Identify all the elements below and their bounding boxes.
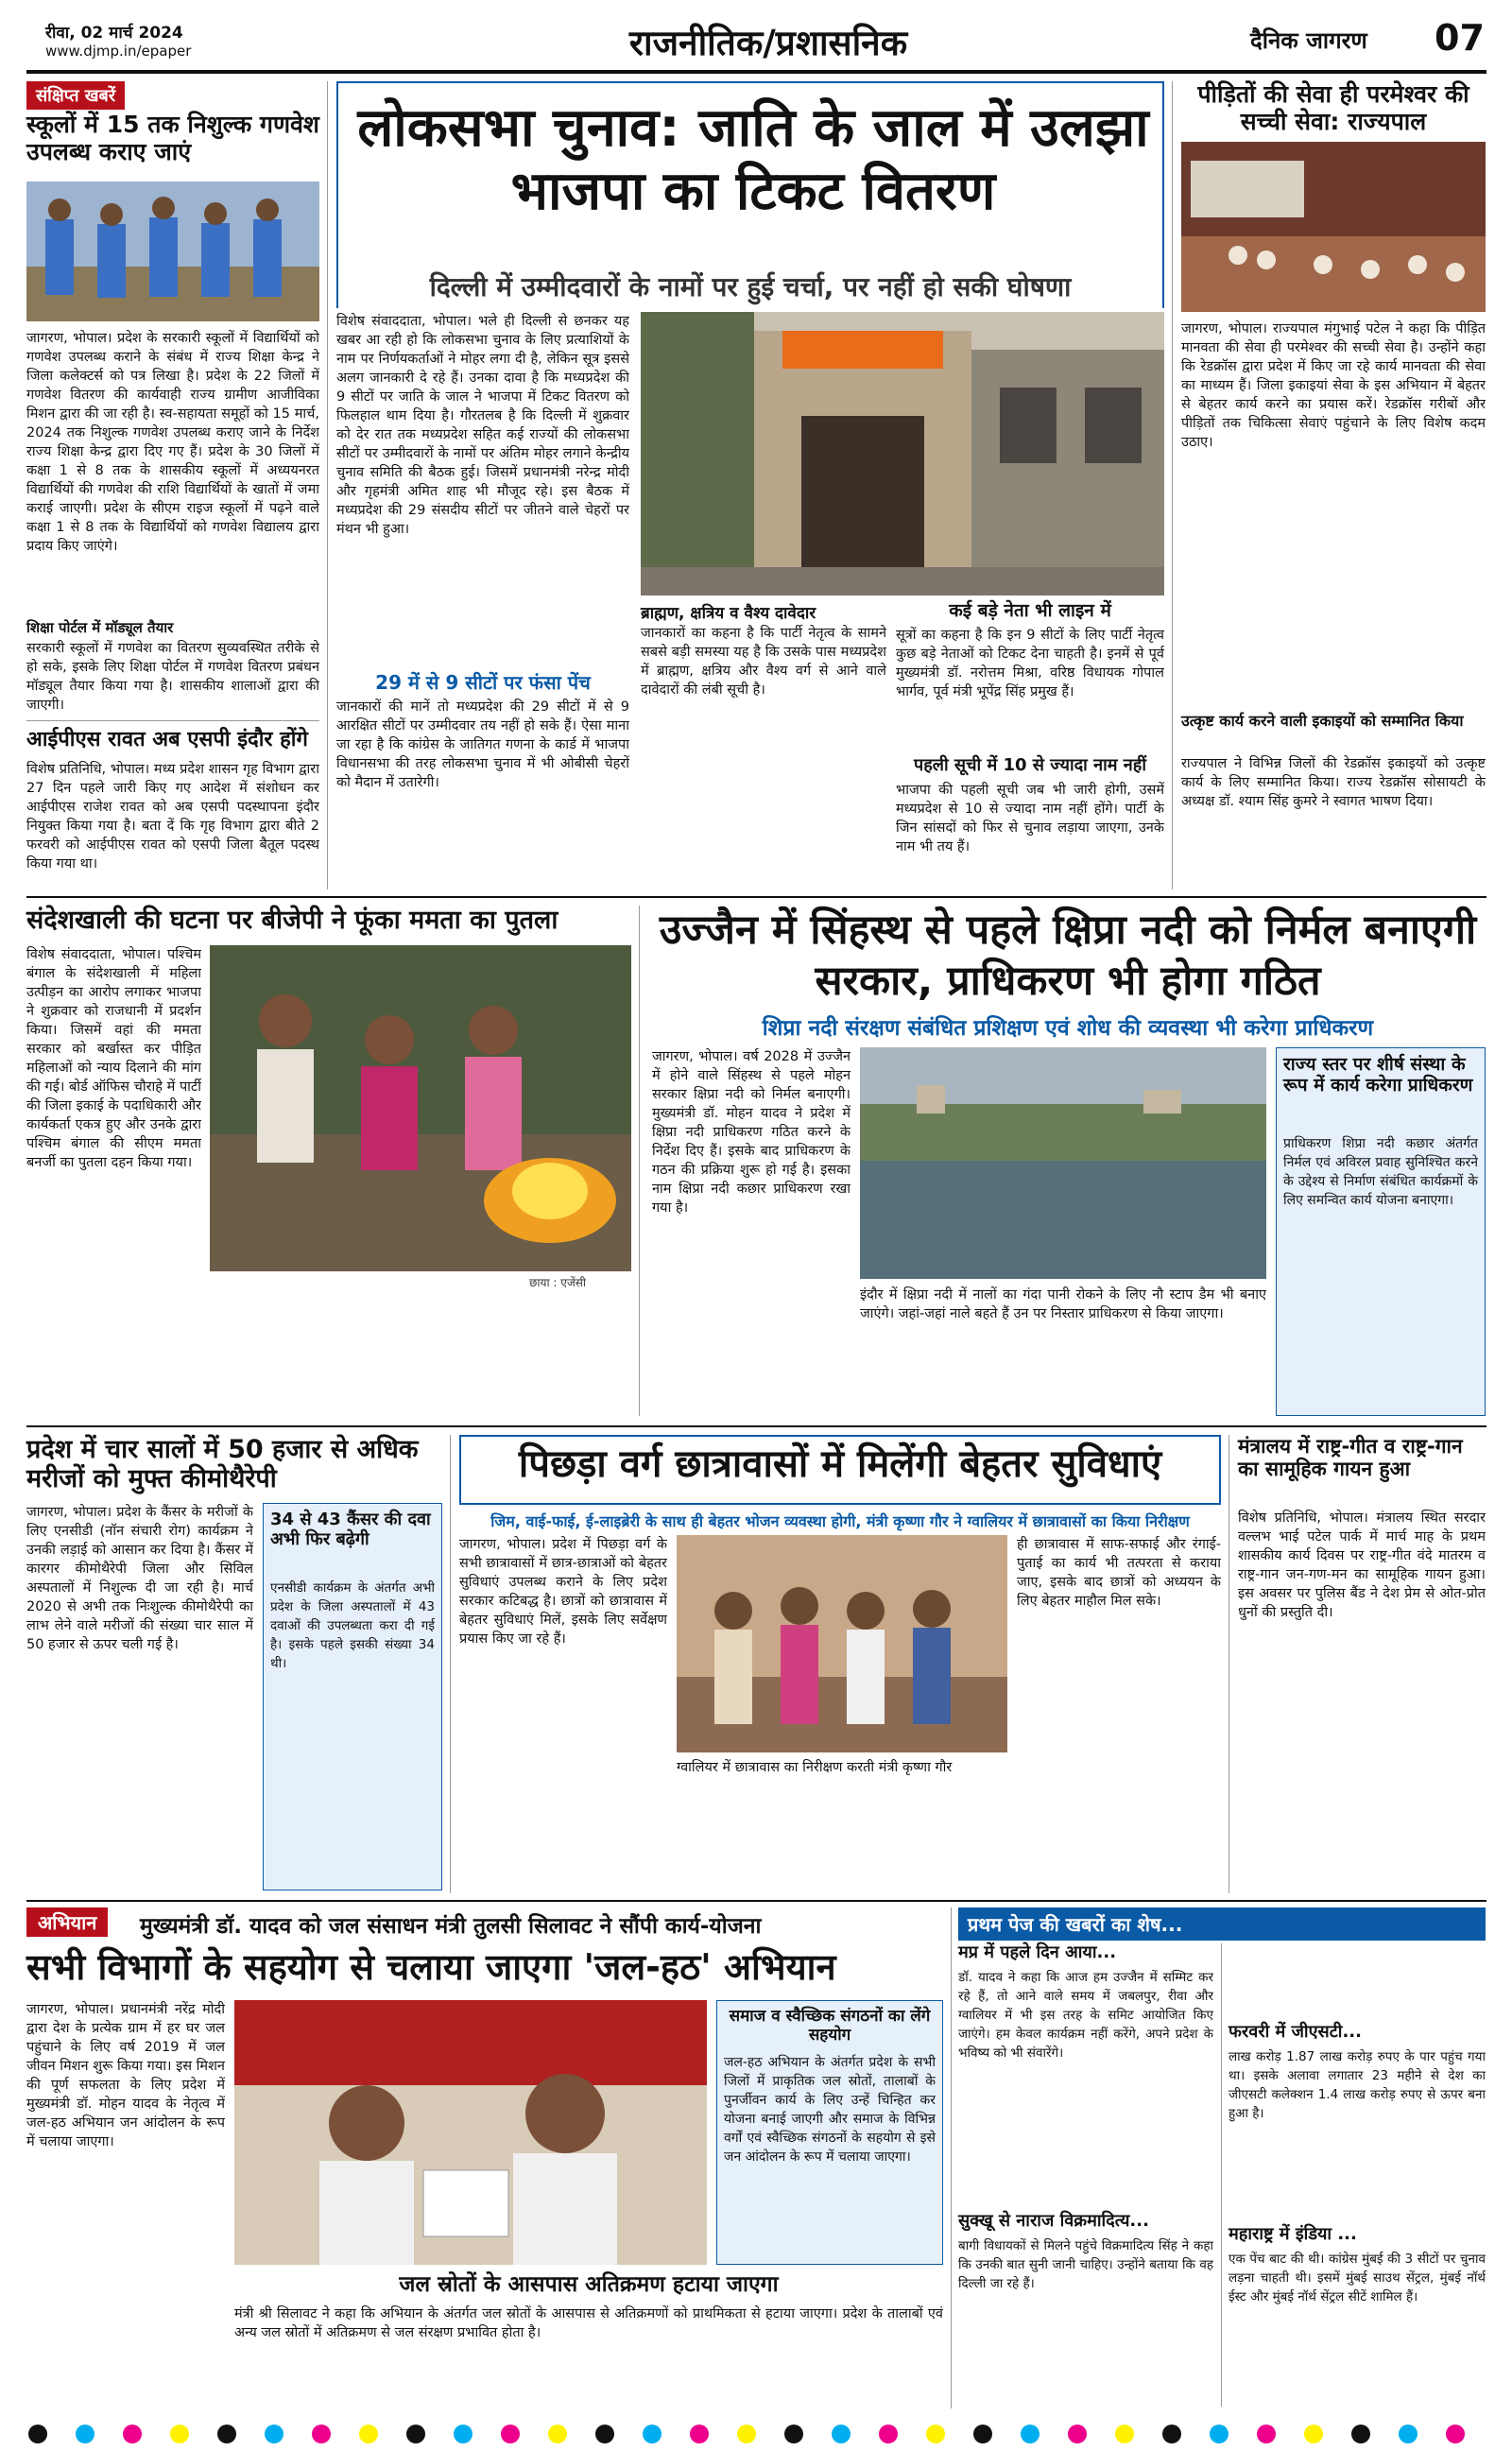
anthem-headline: मंत्रालय में राष्ट्र-गीत व राष्ट्र-गान का सामूहिक गायन हुआ (1238, 1435, 1463, 1481)
newspaper-name: दैनिक जागरण (1250, 27, 1367, 54)
brief-body: जागरण, भोपाल। प्रदेश के सरकारी स्कूलों में विद्यार्थियों को गणवेश उपलब्ध कराने के संबंध में राज्य शिक्षा केन्द्र ने जिला कलेक्टर्स को पत्र लिखा है। प्रदेश के 22 जिलों में गणवेश वितरण की कार्यवाही राज्य ग्रामीण आजीविका मिशन द्वारा की जा रही है। स्व-सहायता समूहों को 15 मार्च, 2024 तक निशुल्क गणवेश उपलब्ध कराए जाने के निर्देश राज्य शिक्षा केन्द्र द्वारा दिए गए हैं। प्रदेश के 30 जिलों में कक्षा 1 से 8 तक के शासकीय स्कूलों में अध्ययनरत विद्यार्थियों की गणवेश की राशि विद्यार्थियों के खातों में जमा कराई जाएगी। प्रदेश के सीएम राइज स्कूलों में पढ़ने वाले कक्षा 1 से 8 तक के विद्यार्थियों को गणवेश विद्यालय द्वारा प्रदाय किए जाएंगे। (26, 331, 319, 554)
schoolchildren-photo (26, 181, 319, 321)
governor-body: जागरण, भोपाल। राज्यपाल मंगुभाई पटेल ने कहा कि पीड़ित मानवता की सेवा ही परमेश्वर की सच्ची सेवा है। उन्होंने कहा कि रेडक्रॉस द्वारा प्रदेश में किए जा रहे कार्य मानवता की सेवा का माध्यम हैं। जिला इकाइयां सेवा के इस अभियान में बेहतर से बेहतर कार्य करने का प्रयास करें। रेडक्रॉस गरीबों और पीड़ितों तक चिकित्सा सेवाएं पहुंचाने के लिए विशेष कदम उठाए। (1181, 321, 1486, 450)
effigy-burning-photo (210, 945, 631, 1271)
page-number: 07 (1435, 17, 1485, 59)
front-item-body: लाख करोड़ 1.87 लाख करोड़ रुपए के पार पहुंच गया था। इसके अलावा लगातार 23 महीने से देश का जीएसटी कलेक्शन 1.4 लाख करोड़ रुपए से ऊपर बना हुआ है। (1228, 2049, 1486, 2121)
minister-handover-photo (234, 2000, 707, 2265)
lead-subhead: 29 में से 9 सीटों पर फंसा पेंच (375, 671, 591, 694)
masthead-date: रीवा, 02 मार्च 2024 (45, 24, 183, 43)
front-item-head: महाराष्ट्र में इंडिया ... (1228, 2224, 1357, 2244)
governor-sub-body: राज्यपाल ने विभिन्न जिलों की रेडक्रॉस इकाइयों को उत्कृष्ट कार्य के लिए सम्मानित किया। राज्य रेडक्रॉस सोसायटी के अध्यक्ष डॉ. श्याम सिंह कुमरे ने स्वागत भाषण दिया। (1181, 756, 1486, 809)
brief-sub-body: सरकारी स्कूलों में गणवेश का वितरण सुव्यवस्थित तरीके से हो सके, इसके लिए शिक्षा पोर्टल में गणवेश वितरण प्रबंधन मॉड्यूल तैयार किया गया है। शासकीय शालाओं द्वारा की जाएगी। (26, 641, 319, 713)
lead-deck: दिल्ली में उम्मीदवारों के नामों पर हुई चर्चा, पर नहीं हो सकी घोषणा (429, 271, 1072, 302)
brief-subhead: शिक्षा पोर्टल में मॉड्यूल तैयार (26, 619, 174, 636)
ujjain-deck: शिप्रा नदी संरक्षण संबंधित प्रशिक्षण एवं शोध की व्यवस्था भी करेगा प्राधिकरण (762, 1016, 1374, 1041)
front-item-body: बागी विधायकों से मिलने पहुंचे विक्रमादित्य सिंह ने कहा कि उनकी बात सुनी जानी चाहिए। उन्होंने बताया कि वह दिल्ली जा रहे हैं। (958, 2238, 1213, 2291)
governor-headline: पीड़ितों की सेवा ही परमेश्वर की सच्ची सेवा: राज्यपाल (1197, 80, 1469, 135)
jalhath-side-body: जल-हठ अभियान के अंतर्गत प्रदेश के सभी जिलों में प्राकृतिक जल स्रोतों, तालाबों के पुनर्जीवन कार्य के लिए उन्हें चिन्हित कर योजना बनाई जाएगी और समाज के विभिन्न वर्गों एवं स्वैच्छिक संगठनों के सहयोग से इसे जन आंदोलन के रूप में चलाया जाएगा। (724, 2055, 936, 2165)
ujjain-box-title: राज्य स्तर पर शीर्ष संस्था के रूप में कार्य करेगा प्राधिकरण (1283, 1054, 1473, 1096)
ujjain-headline: उज्जैन में सिंहस्थ से पहले क्षिप्रा नदी को निर्मल बनाएगी सरकार, प्राधिकरण भी होगा गठित (659, 906, 1477, 1005)
governor-subhead: उत्कृष्ट कार्य करने वाली इकाइयों को सम्मानित किया (1181, 712, 1464, 730)
hostel-deck: जिम, वाई-फाई, ई-लाइब्रेरी के साथ ही बेहतर भोजन व्यवस्था होगी, मंत्री कृष्णा गौर ने ग्वालियर में छात्रावासों का किया निरीक्षण (490, 1512, 1190, 1530)
front-item-head: मप्र में पहले दिन आया... (958, 1942, 1117, 1962)
masthead-rule (26, 70, 1486, 74)
brief-label: संक्षिप्त खबरें (26, 81, 125, 110)
lead-right-body2: भाजपा की पहली सूची जब भी जारी होगी, उसमें मध्यप्रदेश से 10 से ज्यादा नाम नहीं होंगे। पार्टी के जिन सांसदों को फिर से चुनाव लड़ाया जाएगा, उनके नाम भी तय हैं। (896, 783, 1164, 854)
print-registration-strip (0, 2420, 1512, 2448)
hostel-inspection-photo (677, 1535, 1007, 1752)
redcross-event-photo (1181, 142, 1486, 312)
ips-headline: आईपीएस रावत अब एसपी इंदौर होंगे (26, 728, 308, 751)
masthead (26, 17, 1486, 68)
front-item-body: डॉ. यादव ने कहा कि आज हम उज्जैन में सम्मिट कर रहे हैं, तो आने वाले समय में जबलपुर, रीवा और ग्वालियर में भी इस तरह के समिट आयोजित किए जाएंगे। हम केवल कार्यक्रम नहीं करेंगे, अपने प्रदेश के भविष्य को भी संवारेंगे। (958, 1970, 1213, 2061)
ujjain-photo-caption: इंदौर में क्षिप्रा नदी में नालों का गंदा पानी रोकने के लिए नौ स्टाप डैम भी बनाए जाएंगे। जहां-जहां नाले बहते हैं उन पर निस्तार प्राधिकरण से किया जाएगा। (860, 1287, 1266, 1321)
front-continuation-title: प्रथम पेज की खबरों का शेष... (958, 1907, 1486, 1941)
brief-headline: स्कूलों में 15 तक निशुल्क गणवेश उपलब्ध कराए जाएं (26, 111, 319, 165)
jalhath-tag: अभियान (26, 1907, 108, 1937)
ujjain-body: जागरण, भोपाल। वर्ष 2028 में उज्जैन में होने वाले सिंहस्थ से पहले मोहन सरकार क्षिप्रा नदी को निर्मल बनाएगी। मुख्यमंत्री डॉ. मोहन यादव ने प्रदेश में क्षिप्रा नदी प्राधिकरण गठित करने के निर्देश दिए हैं। इसके बाद प्राधिकरण के गठन की प्रक्रिया शुरू हो गई है। इसका नाम क्षिप्रा नदी कछार प्राधिकरण रखा गया है। (652, 1049, 850, 1216)
jalhath-sub-body: मंत्री श्री सिलावट ने कहा कि अभियान के अंतर्गत जल स्रोतों के आसपास से अतिक्रमणों को प्राथमिकता से हटाया जाएगा। प्रदेश के तालाबों एवं अन्य जल स्रोतों में अतिक्रमण से जल संरक्षण प्रभावित होता है। (234, 2306, 943, 2340)
chemo-body: जागरण, भोपाल। प्रदेश के कैंसर के मरीजों के लिए एनसीडी (नॉन संचारी रोग) कार्यक्रम ने उनकी लड़ाई को आसान कर दिया है। कैंसर में कारगर कीमोथैरेपी जिला और सिविल अस्पतालों में निशुल्क दी जा रही है। मार्च 2020 से अभी तक निःशुल्क कीमोथैरेपी का लाभ लेने वाले मरीजों की संख्या चार साल में 50 हजार से ऊपर चली गई है। (26, 1505, 253, 1652)
jalhath-subhead: जल स्रोतों के आसपास अतिक्रमण हटाया जाएगा (399, 2272, 779, 2297)
lead-headline: लोकसभा चुनाव: जाति के जाल में उलझा भाजपा का टिकट वितरण (357, 97, 1149, 223)
jalhath-side-title: समाज व स्वैच्छिक संगठनों का लेंगे सहयोग (729, 2007, 931, 2045)
bjp-office-photo (641, 312, 1164, 595)
lead-sub-body: जानकारों की मानें तो मध्यप्रदेश की 29 सीटों में से 9 आरक्षित सीटों पर उम्मीदवार तय नहीं हो सके हैं। ऐसा माना जा रहा है कि कांग्रेस के जातिगत गणना के कार्ड में भाजपा विधानसभा की तरह लोकसभा चुनाव में भी ओबीसी चेहरों को मैदान में उतारेगी। (336, 699, 629, 790)
lead-mid-subhead: ब्राह्मण, क्षत्रिय व वैश्य दावेदार (641, 604, 816, 623)
front-item-head: सुक्खू से नाराज विक्रमादित्य... (958, 2211, 1149, 2231)
anthem-body: विशेष प्रतिनिधि, भोपाल। मंत्रालय स्थित सरदार वल्लभ भाई पटेल पार्क में मार्च माह के प्रथम शासकीय कार्य दिवस पर राष्ट्र-गीत वंदे मातरम व राष्ट्र-गान जन-गण-मन का सामूहिक गायन हुआ। इस अवसर पर पुलिस बैंड ने देश प्रेम से ओत-प्रोत धुनों की प्रस्तुति दी। (1238, 1510, 1486, 1620)
lead-right-body: सूत्रों का कहना है कि इन 9 सीटों के लिए पार्टी नेतृत्व कुछ बड़े नेताओं को टिकट देना चाहती है। इनमें से पूर्व मुख्यमंत्री डॉ. नरोत्तम मिश्रा, वरिष्ठ विधायक गोपाल भार्गव, पूर्व मंत्री भूपेंद्र सिंह प्रमुख हैं। (896, 628, 1164, 699)
hostel-photo-caption: ग्वालियर में छात्रावास का निरीक्षण करती मंत्री कृष्णा गौर (677, 1760, 953, 1775)
chemo-box-title: 34 से 43 कैंसर की दवा अभी फिर बढ़ेगी (270, 1510, 431, 1549)
chemo-headline: प्रदेश में चार सालों में 50 हजार से अधिक मरीजों को मुफ्त कीमोथैरेपी (26, 1435, 419, 1494)
lead-right-subhead: कई बड़े नेता भी लाइन में (949, 600, 1111, 621)
hostel-body: जागरण, भोपाल। प्रदेश में पिछड़ा वर्ग के सभी छात्रावासों में छात्र-छात्राओं को बेहतर सुविधाएं उपलब्ध कराने के लिए प्रदेश सरकार कटिबद्ध है। छात्रों को छात्रावास में बेहतर सुविधाएं मिलें, इसके लिए सर्वेक्षण प्रयास किए जा रहे हैं। (459, 1537, 667, 1647)
lead-body: विशेष संवाददाता, भोपाल। भले ही दिल्ली से छनकर यह खबर आ रही हो कि लोकसभा चुनाव के लिए प्रत्याशियों के नाम पर निर्णयकर्ताओं ने मोहर लगा दी है, लेकिन सूत्र इससे अलग जानकारी दे रहे हैं। उनका दावा है कि मध्यप्रदेश की 9 सीटों पर जाति के जाल ने भाजपा में टिकट वितरण को फिलहाल थाम दिया है। गौरतलब है कि दिल्ली में शुक्रवार को देर रात तक मध्यप्रदेश सहित कई राज्यों की लोकसभा सीटों पर उम्मीदवारों के नामों पर अंतिम मोहर लगाने केन्द्रीय चुनाव समिति की बैठक हुई। जिसमें प्रधानमंत्री नरेन्द्र मोदी और गृहमंत्री अमित शाह भी मौजूद रहे। इस बैठक में मध्यप्रदेश की 29 संसदीय सीटों पर जीतने वाले चेहरों पर मंथन भी हुआ। (336, 314, 629, 537)
lead-right-subhead2: पहली सूची में 10 से ज्यादा नाम नहीं (914, 755, 1146, 775)
ujjain-box-body: प्राधिकरण शिप्रा नदी कछार अंतर्गत निर्मल एवं अविरल प्रवाह सुनिश्चित करने के उद्देश्य से निर्माण संबंधित कार्यक्रमों के लिए समन्वित कार्य योजना बनाएगा। (1283, 1136, 1478, 1208)
jalhath-kicker: मुख्यमंत्री डॉ. यादव को जल संसाधन मंत्री तुलसी सिलावट ने सौंपी कार्य-योजना (140, 1914, 762, 1939)
hostel-headline: पिछड़ा वर्ग छात्रावासों में मिलेंगी बेहतर सुविधाएं (518, 1442, 1162, 1486)
masthead-url[interactable]: www.djmp.in/epaper (45, 43, 192, 60)
sandeshkhali-body: विशेष संवाददाता, भोपाल। पश्चिम बंगाल के संदेशखाली में महिला उत्पीड़न का आरोप लगाकर भाजपा ने शुक्रवार को राजधानी में प्रदर्शन किया। जिसमें वहां की ममता सरकार को बर्खास्त कर पीड़ित महिलाओं को न्याय दिलाने की मांग की गई। बोर्ड ऑफिस चौराहे में पार्टी की जिला इकाई के पदाधिकारी और कार्यकर्ता एकत्र हुए और उनके द्वारा पश्चिम बंगाल की सीएम ममता बनर्जी का पुतला दहन किया गया। (26, 947, 201, 1170)
chemo-box-body: एनसीडी कार्यक्रम के अंतर्गत अभी प्रदेश के जिला अस्पतालों में 43 दवाओं की उपलब्धता करा दी गई है। इसके पहले इसकी संख्या 34 थी। (270, 1580, 435, 1671)
photo-credit: छाया : एजेंसी (529, 1276, 587, 1289)
ips-body: विशेष प्रतिनिधि, भोपाल। मध्य प्रदेश शासन गृह विभाग द्वारा 27 दिन पहले जारी किए गए आदेश में संशोधन कर आईपीएस राजेश रावत को अब एसपी पदस्थापना इंदौर नियुक्त किया गया है। बता दें कि गृह विभाग द्वारा बीते 2 फरवरी को आईपीएस रावत को एसपी जिला बैतूल पदस्थ किया गया था। (26, 762, 319, 872)
jalhath-headline: सभी विभागों के सहयोग से चलाया जाएगा 'जल-हठ' अभियान (26, 1946, 836, 1988)
front-item-head: फरवरी में जीएसटी... (1228, 2022, 1362, 2042)
lead-mid-body: जानकारों का कहना है कि पार्टी नेतृत्व के सामने सबसे बड़ी समस्या यह है कि उसके पास मध्यप्रदेश में ब्राह्मण, क्षत्रिय और वैश्य वर्ग से आने वाले दावेदारों की लंबी सूची है। (641, 626, 886, 698)
jalhath-body: जागरण, भोपाल। प्रधानमंत्री नरेंद्र मोदी द्वारा देश के प्रत्येक ग्राम में हर घर जल पहुंचाने के लिए वर्ष 2019 में जल जीवन मिशन शुरू किया गया। इस मिशन की पूर्ण सफलता के लिए प्रदेश में मुख्यमंत्री डॉ. मोहन यादव के नेतृत्व में जल-हठ अभियान जन आंदोलन के रूप में चलाया जाएगा। (26, 2002, 225, 2149)
hostel-body2: ही छात्रावास में साफ-सफाई और रंगाई-पुताई का कार्य भी तत्परता से कराया जाए, इसके बाद छात्रों को अध्ययन के लिए बेहतर माहौल मिल सके। (1017, 1537, 1221, 1609)
front-item-body: एक पेंच बाट की थी। कांग्रेस मुंबई की 3 सीटों पर चुनाव लड़ना चाहती थी। इसमें मुंबई साउथ सेंट्रल, मुंबई नॉर्थ ईस्ट और मुंबई नॉर्थ सेंट्रल सीटें शामिल हैं। (1228, 2252, 1486, 2304)
kshipra-river-photo (860, 1047, 1266, 1279)
section-title: राजनीतिक/प्रशासनिक (628, 23, 908, 63)
sandeshkhali-headline: संदेशखाली की घटना पर बीजेपी ने फूंका ममता का पुतला (26, 906, 558, 935)
